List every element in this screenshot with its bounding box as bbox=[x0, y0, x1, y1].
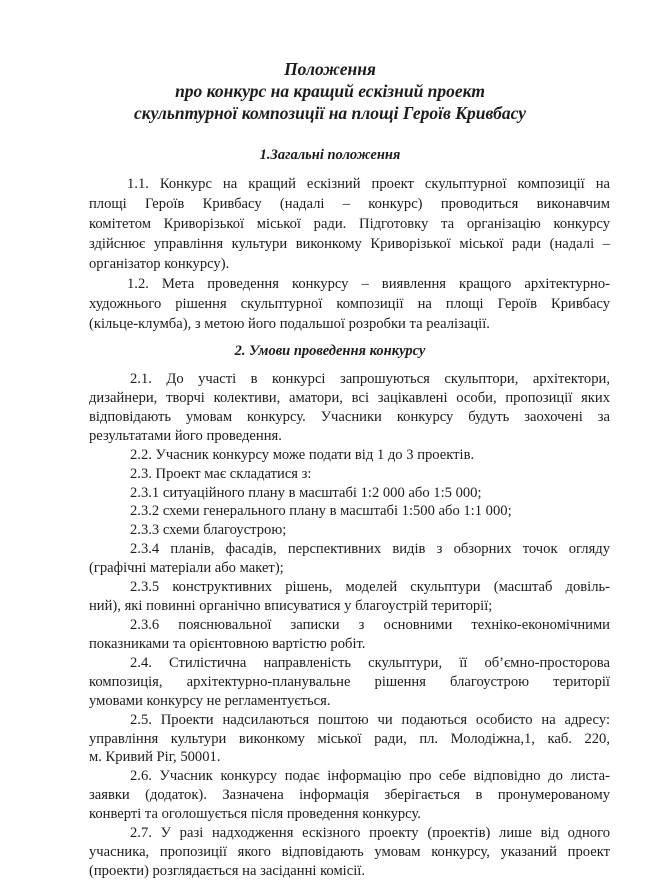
paragraph-line: (графічні матеріали або макет); bbox=[89, 560, 284, 576]
paragraph-line: площі Героїв Кривбасу (надалі – конкурс) проводиться виконавчим bbox=[89, 196, 610, 212]
paragraph-line: 2.3.6 пояснювальної записки з основними техніко-економічними bbox=[130, 617, 610, 633]
paragraph-line: показниками та орієнтовною вартістю робіт. bbox=[89, 636, 366, 652]
paragraph-line: організатор конкурсу). bbox=[89, 256, 230, 272]
paragraph-line: умовами конкурсу не регламентується. bbox=[89, 693, 331, 709]
paragraph-line: конверті та оголошується після проведення конкурсу. bbox=[89, 806, 421, 822]
paragraph-line: здійснює управління культури виконкому Криворізької міської ради (надалі – bbox=[89, 236, 610, 252]
paragraph-line: (кільце-клумба), з метою його подальшої розробки та реалізації. bbox=[89, 316, 490, 332]
paragraph-line: 2.3. Проект має складатися з: bbox=[130, 466, 312, 482]
paragraph-line: 2.2. Учасник конкурсу може подати від 1 до 3 проектів. bbox=[130, 447, 475, 463]
paragraph-line: 2.1. До участі в конкурсі запрошуються скульптори, архітектори, bbox=[130, 371, 610, 387]
paragraph-line: 1.1. Конкурс на кращий ескізний проект скульптурної композиції на bbox=[127, 176, 610, 192]
paragraph-line: художнього рішення скульптурної композиції на площі Героїв Кривбасу bbox=[89, 296, 610, 312]
document-title-line-1: Положення bbox=[284, 59, 376, 79]
paragraph-line: 2.3.3 схеми благоустрою; bbox=[130, 522, 287, 538]
paragraph-line: відповідають умовам конкурсу. Учасники конкурсу будуть заохочені за bbox=[89, 409, 610, 425]
paragraph-line: 2.3.2 схеми генерального плану в масштабі 1:500 або 1:1 000; bbox=[130, 503, 512, 519]
paragraph-line: результатами його проведення. bbox=[89, 428, 282, 444]
paragraph-line: управління культури виконкому міської ради, пл. Молодіжна,1, каб. 220, bbox=[89, 731, 610, 747]
paragraph-line: 2.7. У разі надходження ескізного проекту (проектів) лише від одного bbox=[130, 825, 610, 841]
paragraph-line: дизайнери, творчі колективи, аматори, всі зацікавлені особи, пропозиції яких bbox=[89, 390, 610, 406]
paragraph-line: (проекти) розглядається на засіданні комісії. bbox=[89, 863, 365, 879]
paragraph-line: 2.3.1 ситуаційного плану в масштабі 1:2 000 або 1:5 000; bbox=[130, 485, 482, 501]
paragraph-line: 2.6. Учасник конкурсу подає інформацію про себе відповідно до листа- bbox=[130, 768, 610, 784]
paragraph-line: 1.2. Мета проведення конкурсу – виявлення кращого архітектурно- bbox=[127, 276, 610, 292]
paragraph-line: 2.3.4 планів, фасадів, перспективних видів з обзорних точок огляду bbox=[130, 541, 610, 557]
paragraph-line: композиція, архітектурно-планувальне рішення благоустрою території bbox=[89, 674, 610, 690]
paragraph-line: ний), які повинні органічно вписуватися у благоустрій території; bbox=[89, 598, 493, 614]
section-heading-general: 1.Загальні положення bbox=[259, 147, 401, 163]
paragraph-line: заявки (додаток). Зазначена інформація зберігається в пронумерованому bbox=[89, 787, 610, 803]
document-title-line-3: скульптурної композиції на площі Героїв Кривбасу bbox=[133, 103, 527, 123]
paragraph-line: учасника, пропозиції якого відповідають умовам конкурсу, указаний проект bbox=[89, 844, 610, 860]
paragraph-line: 2.4. Стилістична направленість скульптури, її об’ємно-просторова bbox=[130, 655, 610, 671]
paragraph-line: 2.3.5 конструктивних рішень, моделей скульптури (масштаб довіль- bbox=[130, 579, 610, 595]
section-heading-conditions: 2. Умови проведення конкурсу bbox=[234, 343, 426, 359]
paragraph-line: м. Кривий Ріг, 50001. bbox=[89, 749, 221, 765]
paragraph-line: комітетом Криворізької міської ради. Підготовку та організацію конкурсу bbox=[89, 216, 610, 232]
paragraph-line: 2.5. Проекти надсилаються поштою чи подаються особисто на адресу: bbox=[130, 712, 610, 728]
document-title-line-2: про конкурс на кращий ескізний проект bbox=[175, 81, 485, 101]
